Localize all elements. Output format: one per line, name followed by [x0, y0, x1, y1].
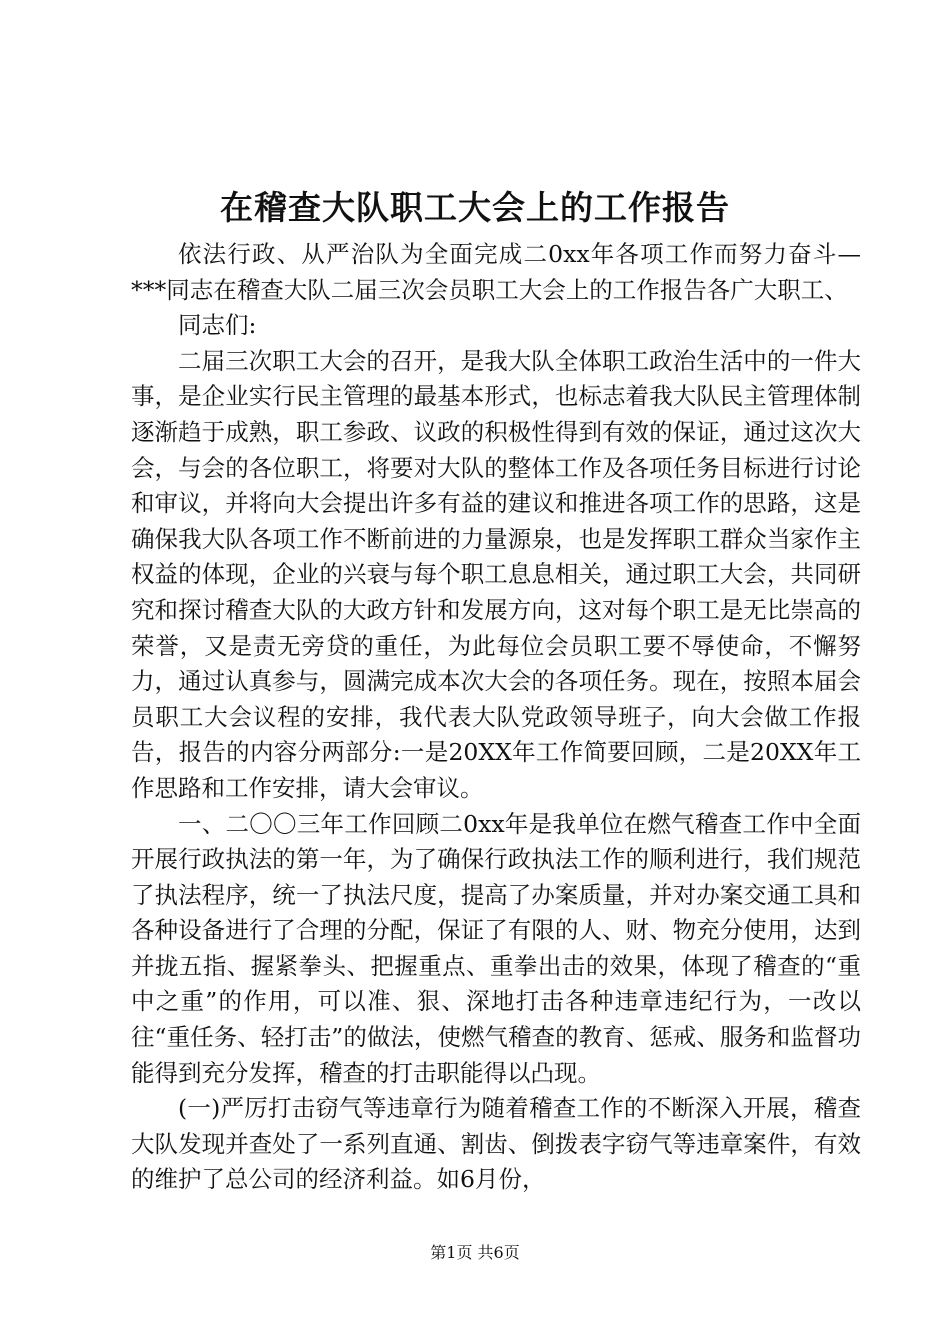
paragraph-section-one: (一)严厉打击窃气等违章行为随着稽查工作的不断深入开展，稽查大队发现并查处了一系列直通、割齿、倒拨表字窃气等违章案件，有效的维护了总公司的经济利益。如6月份， — [131, 1094, 861, 1194]
paragraph-intro: 依法行政、从严治队为全面完成二0xx年各项工作而努力奋斗—***同志在稽查大队二届三次会员职工大会上的工作报告各广大职工、 — [131, 240, 861, 304]
paragraph-review: 一、二〇〇三年工作回顾二0xx年是我单位在燃气稽查工作中全面开展行政执法的第一年，为了确保行政执法工作的顺利进行，我们规范了执法程序，统一了执法尺度，提高了办案质量，并对办案交通工具和各种设备进行了合理的分配，保证了有限的人、财、物充分使用，达到并拢五指、握紧拳头、把握重点、重拳出击的效果，体现了稽查的“重中之重”的作用，可以准、狠、深地打击各种违章违纪行为，一改以往“重任务、轻打击”的做法，使燃气稽查的教育、惩戒、服务和监督功能得到充分发挥，稽查的打击职能得以凸现。 — [131, 809, 861, 1087]
page-number-footer: 第1页 共6页 — [430, 1243, 520, 1262]
paragraph-opening: 二届三次职工大会的召开，是我大队全体职工政治生活中的一件大事，是企业实行民主管理的最基本形式，也标志着我大队民主管理体制逐渐趋于成熟，职工参政、议政的积极性得到有效的保证，通过这次大会，与会的各位职工，将要对大队的整体工作及各项任务目标进行讨论和审议，并将向大会提出许多有益的建议和推进各项工作的思路，这是确保我大队各项工作不断前进的力量源泉，也是发挥职工群众当家作主权益的体现，企业的兴衰与每个职工息息相关，通过职工大会，共同研究和探讨稽查大队的大政方针和发展方向，这对每个职工是无比崇高的荣誉，又是责无旁贷的重任，为此每位会员职工要不辱使命，不懈努力，通过认真参与，圆满完成本次大会的各项任务。现在，按照本届会员职工大会议程的安排，我代表大队党政领导班子，向大会做工作报告，报告的内容分两部分:一是20XX年工作简要回顾，二是20XX年工作思路和工作安排，请大会审议。 — [131, 346, 861, 802]
document-title: 在稽查大队职工大会上的工作报告 — [220, 188, 730, 227]
paragraph-salutation: 同志们: — [178, 311, 257, 340]
document-body — [131, 237, 861, 1198]
